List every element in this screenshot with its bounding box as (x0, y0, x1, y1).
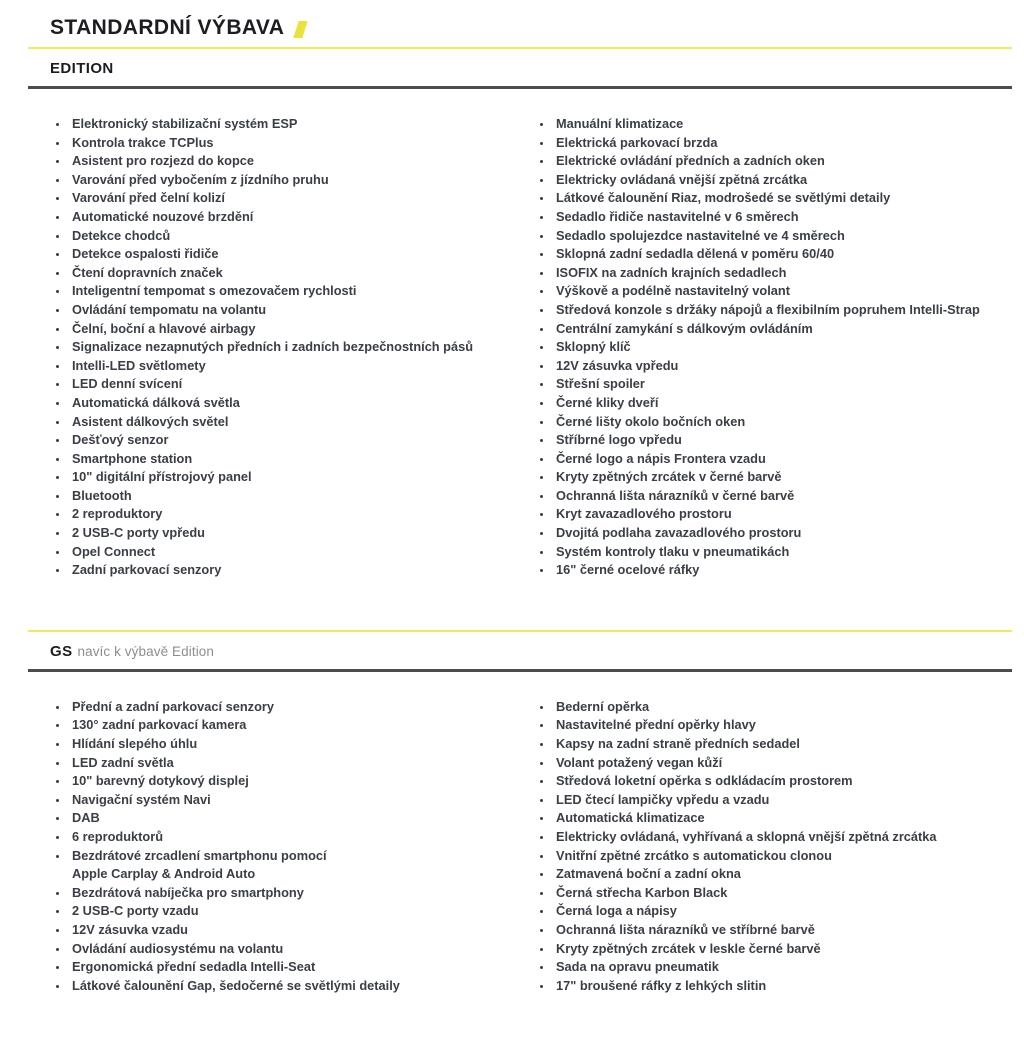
list-item (28, 468, 520, 487)
feature-text: Volant potažený vegan kůží (556, 754, 723, 770)
feature-text: 17" broušené ráfky z lehkých slitin (556, 977, 767, 993)
bullet-icon (56, 799, 59, 802)
divider-yellow (28, 630, 1012, 632)
list-item (520, 754, 992, 773)
feature-text: Inteligentní tempomat s omezovačem rychlosti (72, 283, 357, 299)
bullet-icon (56, 142, 59, 145)
trim-name: EDITION (50, 60, 114, 77)
list-item (520, 716, 992, 735)
bullet-icon (56, 439, 59, 442)
bullet-icon (56, 551, 59, 554)
bullet-icon (540, 235, 543, 238)
feature-text: Varování před čelní kolizí (72, 190, 225, 206)
list-item (520, 902, 992, 921)
feature-text: LED denní svícení (72, 376, 183, 392)
section-gs (28, 630, 1012, 996)
feature-text: Černé kliky dveří (556, 394, 659, 410)
list-item (28, 958, 520, 977)
feature-text: Bezdrátové zrcadlení smartphonu pomocí Apple Carplay & Android Auto (72, 847, 327, 882)
feature-text: Centrální zamykání s dálkovým ovládáním (556, 320, 813, 336)
feature-text: Elektronický stabilizační systém ESP (72, 116, 298, 131)
bullet-icon (540, 142, 543, 145)
bullet-icon (540, 836, 543, 839)
list-item (520, 847, 992, 866)
feature-text: Varování před vybočením z jízdního pruhu (72, 171, 329, 187)
page-header (28, 16, 1012, 49)
feature-text: Detekce ospalosti řidiče (72, 246, 219, 262)
section-title-gs (50, 643, 1012, 660)
list-item (28, 543, 520, 562)
feature-text: Černé logo a nápis Frontera vzadu (556, 450, 766, 466)
section-edition (28, 60, 1012, 580)
feature-text: Vnitřní zpětné zrcátko s automatickou clonou (556, 847, 832, 863)
feature-text: Bezdrátová nabíječka pro smartphony (72, 884, 304, 900)
bullet-icon (540, 532, 543, 535)
list-item (520, 227, 992, 246)
feature-text: Automatická klimatizace (556, 810, 705, 826)
feature-text: Hlídání slepého úhlu (72, 736, 198, 752)
feature-text: Kryt zavazadlového prostoru (556, 506, 732, 522)
bullet-icon (540, 706, 543, 709)
feature-text: Ergonomická přední sedadla Intelli-Seat (72, 959, 316, 975)
feature-text: Smartphone station (72, 450, 193, 466)
feature-text: ISOFIX na zadních krajních sedadlech (556, 264, 787, 280)
bullet-icon (56, 985, 59, 988)
bullet-icon (56, 495, 59, 498)
bullet-icon (540, 910, 543, 913)
list-item (520, 921, 992, 940)
feature-text: Černá loga a nápisy (556, 903, 677, 919)
edition-column-right (520, 115, 992, 580)
feature-text: 2 reproduktory (72, 506, 163, 522)
feature-text: Elektrické ovládání předních a zadních oken (556, 153, 825, 169)
list-item (28, 847, 520, 884)
feature-text: Kapsy na zadní straně předních sedadel (556, 736, 800, 752)
list-item (520, 264, 992, 283)
feature-list (520, 698, 992, 996)
feature-text: Signalizace nezapnutých předních i zadních bezpečnostních pásů (72, 339, 474, 355)
list-item (28, 791, 520, 810)
list-item (520, 134, 992, 153)
feature-text: Čelní, boční a hlavové airbagy (72, 320, 256, 336)
feature-text: Středová loketní opěrka s odkládacím prostorem (556, 773, 853, 789)
list-item (28, 561, 520, 580)
feature-text: Černé lišty okolo bočních oken (556, 413, 746, 429)
list-item (520, 394, 992, 413)
list-item (520, 301, 992, 320)
feature-list (28, 698, 520, 996)
bullet-icon (56, 216, 59, 219)
list-item (520, 431, 992, 450)
feature-text: Elektricky ovládaná, vyhřívaná a sklopná vnější zpětná zrcátka (556, 829, 937, 844)
feature-text: Ovládání audiosystému na volantu (72, 940, 284, 956)
list-item (520, 338, 992, 357)
title-row (50, 16, 1012, 40)
list-item (28, 940, 520, 959)
feature-text: Nastavitelné přední opěrky hlavy (556, 717, 756, 733)
bullet-icon (56, 197, 59, 200)
feature-text: Manuální klimatizace (556, 116, 684, 131)
bullet-icon (540, 985, 543, 988)
bullet-icon (540, 948, 543, 951)
list-item (520, 115, 992, 134)
list-item (28, 431, 520, 450)
list-item (28, 227, 520, 246)
bullet-icon (540, 421, 543, 424)
feature-text: Dešťový senzor (72, 432, 169, 448)
feature-text: LED zadní světla (72, 754, 174, 770)
bullet-icon (540, 855, 543, 858)
list-item (520, 735, 992, 754)
feature-text: Sada na opravu pneumatik (556, 959, 719, 975)
list-item (28, 394, 520, 413)
feature-text: Asistent dálkových světel (72, 413, 229, 429)
list-item (520, 450, 992, 469)
list-item (520, 772, 992, 791)
bullet-icon (540, 123, 543, 126)
feature-text: 10" barevný dotykový displej (72, 773, 249, 789)
feature-text: Bluetooth (72, 487, 132, 503)
list-item (28, 208, 520, 227)
bullet-icon (56, 966, 59, 969)
list-item (520, 809, 992, 828)
feature-text: Bederní opěrka (556, 698, 650, 714)
list-item (28, 977, 520, 996)
bullet-icon (56, 272, 59, 275)
list-item (28, 171, 520, 190)
bullet-icon (540, 892, 543, 895)
bullet-icon (56, 160, 59, 163)
list-item (520, 958, 992, 977)
divider-dark (28, 86, 1012, 89)
bullet-icon (56, 458, 59, 461)
feature-text: Kryty zpětných zrcátek v černé barvě (556, 469, 782, 485)
bullet-icon (56, 910, 59, 913)
list-item (520, 505, 992, 524)
list-item (28, 487, 520, 506)
feature-text: Elektricky ovládaná vnější zpětná zrcátka (556, 171, 808, 187)
bullet-icon (540, 309, 543, 312)
bullet-icon (56, 309, 59, 312)
feature-text: Kryty zpětných zrcátek v leskle černé barvě (556, 940, 821, 956)
feature-text: Černá střecha Karbon Black (556, 884, 728, 900)
list-item (28, 301, 520, 320)
feature-text: Kontrola trakce TCPlus (72, 134, 214, 150)
list-item (28, 505, 520, 524)
feature-text: Asistent pro rozjezd do kopce (72, 153, 255, 169)
bullet-icon (56, 780, 59, 783)
list-item (28, 754, 520, 773)
bullet-icon (56, 235, 59, 238)
feature-text: Elektrická parkovací brzda (556, 134, 718, 150)
list-item (28, 264, 520, 283)
list-item (28, 716, 520, 735)
list-item (520, 524, 992, 543)
list-item (520, 698, 992, 717)
bullet-icon (56, 123, 59, 126)
list-item (28, 902, 520, 921)
list-item (520, 320, 992, 339)
feature-text: Sklopná zadní sedadla dělená v poměru 60/40 (556, 246, 835, 262)
list-item (28, 884, 520, 903)
bullet-icon (540, 216, 543, 219)
list-item (28, 320, 520, 339)
list-item (28, 809, 520, 828)
list-item (28, 115, 520, 134)
list-item (28, 282, 520, 301)
feature-text: Dvojitá podlaha zavazadlového prostoru (556, 525, 802, 541)
list-item (520, 357, 992, 376)
bullet-icon (56, 328, 59, 331)
bullet-icon (56, 836, 59, 839)
list-item (520, 487, 992, 506)
trim-subtitle: navíc k výbavě Edition (77, 643, 215, 659)
bullet-icon (56, 253, 59, 256)
feature-text: Látkové čalounění Gap, šedočerné se světlými detaily (72, 977, 400, 993)
feature-text: Zadní parkovací senzory (72, 562, 222, 578)
bullet-icon (540, 551, 543, 554)
feature-text: 130° zadní parkovací kamera (72, 717, 247, 733)
bullet-icon (56, 532, 59, 535)
list-item (520, 171, 992, 190)
bullet-icon (56, 892, 59, 895)
divider-yellow (28, 47, 1012, 49)
list-item (520, 245, 992, 264)
bullet-icon (540, 513, 543, 516)
bullet-icon (56, 383, 59, 386)
list-item (520, 413, 992, 432)
feature-text: Sedadlo spolujezdce nastavitelné ve 4 směrech (556, 227, 845, 243)
feature-text: Systém kontroly tlaku v pneumatikách (556, 543, 790, 559)
bullet-icon (540, 743, 543, 746)
feature-text: Přední a zadní parkovací senzory (72, 698, 274, 714)
bullet-icon (540, 873, 543, 876)
list-item (28, 189, 520, 208)
brand-slash-icon (294, 21, 309, 38)
bullet-icon (56, 762, 59, 765)
trim-name: GS (50, 642, 73, 660)
bullet-icon (540, 799, 543, 802)
feature-list (28, 115, 520, 580)
bullet-icon (540, 179, 543, 182)
gs-column-left (28, 698, 520, 996)
bullet-icon (56, 421, 59, 424)
bullet-icon (540, 569, 543, 572)
list-item (520, 189, 992, 208)
feature-list (520, 115, 992, 580)
bullet-icon (540, 495, 543, 498)
list-item (520, 208, 992, 227)
list-item (520, 865, 992, 884)
bullet-icon (540, 328, 543, 331)
feature-text: 12V zásuvka vzadu (72, 921, 188, 937)
bullet-icon (540, 346, 543, 349)
bullet-icon (540, 966, 543, 969)
list-item (28, 921, 520, 940)
bullet-icon (540, 160, 543, 163)
bullet-icon (56, 817, 59, 820)
list-item (28, 524, 520, 543)
list-item (520, 791, 992, 810)
feature-text: Sedadlo řidiče nastavitelné v 6 směrech (556, 208, 799, 224)
gs-column-right (520, 698, 992, 996)
feature-text: Intelli-LED světlomety (72, 357, 206, 373)
list-item (28, 772, 520, 791)
feature-text: Navigační systém Navi (72, 791, 211, 807)
feature-text: DAB (72, 810, 100, 826)
feature-text: Zatmavená boční a zadní okna (556, 866, 741, 882)
bullet-icon (56, 513, 59, 516)
list-item (28, 828, 520, 847)
bullet-icon (540, 724, 543, 727)
list-item (28, 450, 520, 469)
bullet-icon (56, 476, 59, 479)
feature-text: 6 reproduktorů (72, 829, 164, 844)
list-item (520, 152, 992, 171)
bullet-icon (56, 929, 59, 932)
section-title-edition (50, 60, 1012, 77)
bullet-icon (540, 290, 543, 293)
feature-text: 16" černé ocelové ráfky (556, 562, 700, 578)
list-item (28, 735, 520, 754)
feature-text: Střešní spoiler (556, 376, 645, 392)
bullet-icon (56, 743, 59, 746)
feature-text: Středová konzole s držáky nápojů a flexibilním popruhem Intelli-Strap (556, 301, 980, 317)
list-item (28, 152, 520, 171)
bullet-icon (56, 365, 59, 368)
bullet-icon (540, 383, 543, 386)
bullet-icon (56, 346, 59, 349)
feature-text: Opel Connect (72, 543, 156, 559)
list-item (520, 375, 992, 394)
list-item (28, 357, 520, 376)
list-item (28, 245, 520, 264)
bullet-icon (540, 439, 543, 442)
list-item (520, 977, 992, 996)
feature-text: Automatická dálková světla (72, 394, 240, 410)
feature-text: Ochranná lišta nárazníků v černé barvě (556, 487, 795, 503)
list-item (28, 413, 520, 432)
divider-dark (28, 669, 1012, 672)
feature-text: LED čtecí lampičky vpředu a vzadu (556, 791, 770, 807)
bullet-icon (56, 290, 59, 293)
feature-text: Detekce chodců (72, 227, 171, 243)
gs-columns (28, 698, 1012, 996)
bullet-icon (540, 817, 543, 820)
bullet-icon (56, 179, 59, 182)
bullet-icon (540, 253, 543, 256)
feature-text: 2 USB-C porty vpředu (72, 525, 205, 541)
page-title: STANDARDNÍ VÝBAVA (50, 16, 285, 39)
feature-text: Ochranná lišta nárazníků ve stříbrné barvě (556, 921, 815, 937)
bullet-icon (540, 197, 543, 200)
list-item (520, 543, 992, 562)
list-item (28, 698, 520, 717)
feature-text: 10" digitální přístrojový panel (72, 469, 252, 485)
bullet-icon (540, 365, 543, 368)
feature-text: Látkové čalounění Riaz, modrošedé se světlými detaily (556, 190, 891, 206)
list-item (520, 828, 992, 847)
bullet-icon (540, 402, 543, 405)
bullet-icon (540, 458, 543, 461)
bullet-icon (56, 948, 59, 951)
bullet-icon (540, 476, 543, 479)
feature-text: Sklopný klíč (556, 339, 631, 355)
bullet-icon (56, 724, 59, 727)
bullet-icon (56, 855, 59, 858)
list-item (520, 884, 992, 903)
feature-text: Automatické nouzové brzdění (72, 208, 254, 224)
bullet-icon (540, 272, 543, 275)
feature-text: 12V zásuvka vpředu (556, 357, 679, 373)
list-item (28, 134, 520, 153)
feature-text: Ovládání tempomatu na volantu (72, 301, 267, 317)
bullet-icon (56, 569, 59, 572)
bullet-icon (540, 780, 543, 783)
feature-text: Čtení dopravních značek (72, 264, 223, 280)
list-item (520, 468, 992, 487)
feature-text: 2 USB-C porty vzadu (72, 903, 199, 919)
feature-text: Stříbrné logo vpředu (556, 432, 682, 448)
feature-text: Výškově a podélně nastavitelný volant (556, 283, 790, 299)
list-item (28, 338, 520, 357)
bullet-icon (540, 929, 543, 932)
edition-column-left (28, 115, 520, 580)
list-item (520, 940, 992, 959)
list-item (520, 282, 992, 301)
list-item (520, 561, 992, 580)
bullet-icon (56, 706, 59, 709)
list-item (28, 375, 520, 394)
edition-columns (28, 115, 1012, 580)
bullet-icon (56, 402, 59, 405)
bullet-icon (540, 762, 543, 765)
